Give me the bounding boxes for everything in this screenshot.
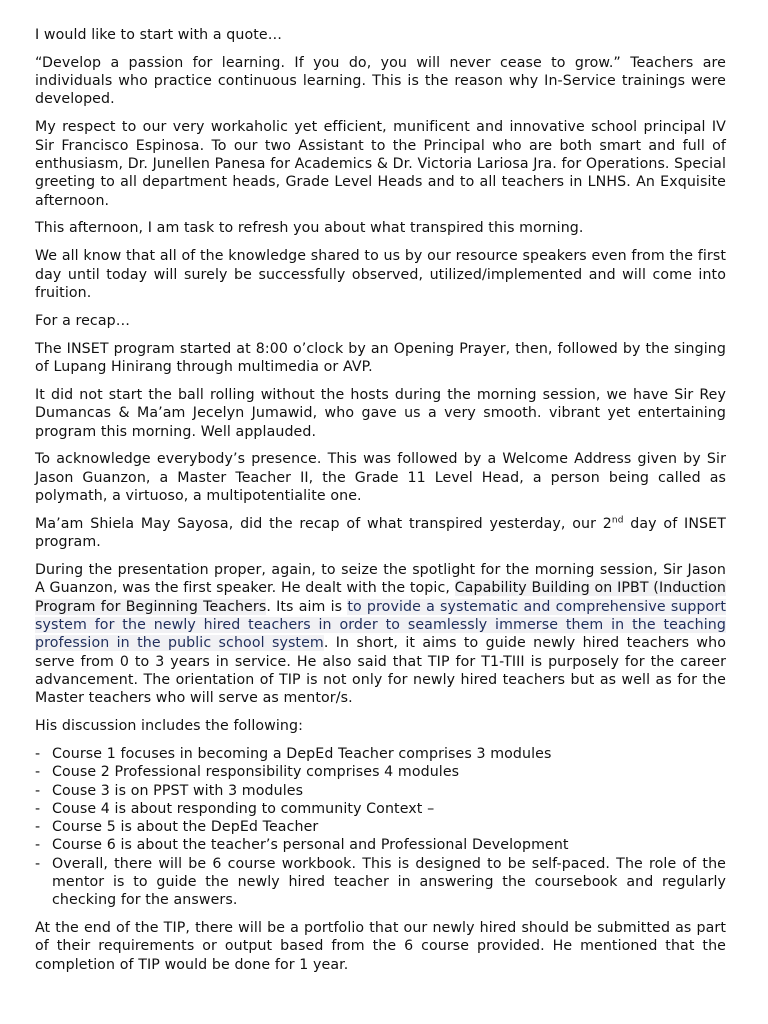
list-item	[35, 745, 726, 763]
paragraph-recap-yesterday	[35, 515, 726, 552]
ordinal-suffix: nd	[611, 515, 624, 526]
paragraph-program-start: The INSET program started at 8:00 o’clock by an Opening Prayer, then, followed by the singing of Lupang Hinirang through multimedia or AVP.	[35, 340, 726, 376]
paragraph-welcome: To acknowledge everybody’s presence. This was followed by a Welcome Address given by Sir Jason Guanzon, a Master Teacher II, the Grade 11 Level Head, a person being called as polymath, a virtuoso, a multipotentialite one.	[35, 451, 726, 504]
highlighted-topic: Capability Building on IPBT (Induction Program for Beginning Teachers	[35, 580, 726, 615]
list-item	[35, 818, 726, 836]
paragraph-opening: I would like to start with a quote…	[35, 27, 283, 43]
list-item-text: Couse 3 is on PPST with 3 modules	[52, 782, 304, 799]
list-dash-marker: -	[35, 745, 41, 762]
list-item-text: Couse 2 Professional responsibility comprises 4 modules	[52, 764, 460, 781]
list-item	[35, 782, 726, 800]
list-dash-marker: -	[35, 764, 41, 781]
recap-text-before: Ma’am Shiela May Sayosa, did the recap of what transpired yesterday, our 2	[35, 515, 612, 532]
paragraph-presentation	[35, 561, 726, 707]
paragraph-respect: My respect to our very workaholic yet efficient, munificent and innovative school principal IV Sir Francisco Espinosa. To our two Assistant to the Principal who are both smart and full of enthusiasm, Dr. Junellen Panesa for Academics & Dr. Victoria Lariosa Jra. for Operations. Special greeting to all department heads, Grade Level Heads and to all teachers in LNHS. An Exquisite afternoon.	[35, 119, 726, 209]
list-dash-marker: -	[35, 782, 41, 799]
list-item-text: Course 1 focuses in becoming a DepEd Teacher comprises 3 modules	[52, 745, 552, 762]
list-dash-marker: -	[35, 800, 41, 817]
paragraph-conclusion: At the end of the TIP, there will be a portfolio that our newly hired should be submitted as part of their requirements or output based from the 6 course provided. He mentioned that the completion of TIP would be done for 1 year.	[35, 920, 726, 973]
paragraph-hosts: It did not start the ball rolling without the hosts during the morning session, we have Sir Rey Dumancas & Ma’am Jecelyn Jumawid, who gave us a very smooth. vibrant yet entertaining program this morning. Well applauded.	[35, 386, 726, 440]
list-item	[35, 763, 726, 781]
paragraph-afternoon: This afternoon, I am task to refresh you about what transpired this morning.	[35, 220, 584, 237]
course-list	[35, 745, 726, 910]
list-item-text: Overall, there will be 6 course workbook. This is designed to be self-paced. The role of the mentor is to guide the newly hired teacher in answering the coursebook and regularly checking for the answers.	[52, 855, 726, 909]
paragraph-recap: For a recap…	[35, 312, 131, 329]
presentation-rest: . In short, it aims to guide newly hired teachers who serve from 0 to 3 years in service. He also said that TIP for T1-TIII is purposely for the career advancement. The orientation of TIP is not only for newly hired teachers but as well as for the Master teachers who will serve as mentor/s.	[35, 635, 726, 707]
list-item-text: Course 6 is about the teacher’s personal and Professional Development	[52, 837, 569, 854]
highlighted-aim: to provide a systematic and comprehensive support system for the newly hired teachers in order to seamlessly immerse them in the teaching profession in the public school system	[35, 598, 727, 652]
list-item	[35, 855, 726, 910]
paragraph-knowledge: We all know that all of the knowledge shared to us by our resource speakers even from the first day until today will surely be successfully observed, utilized/implemented and will come into fruition.	[35, 248, 726, 301]
document-page	[35, 26, 726, 984]
list-dash-marker: -	[35, 855, 41, 872]
presentation-intro: During the presentation proper, again, to seize the spotlight for the morning session, Sir Jason A Guanzon, was the first speaker. He dealt with the topic,	[35, 562, 726, 597]
list-item-text: Course 5 is about the DepEd Teacher	[52, 819, 319, 836]
list-item	[35, 800, 726, 818]
paragraph-quote: “Develop a passion for learning. If you do, you will never cease to grow.” Teachers are individuals who practice continuous learning. This is the reason why In-Service trainings were developed.	[35, 54, 726, 108]
recap-text-after: day of INSET program.	[35, 515, 726, 551]
paragraph-discussion-intro: His discussion includes the following:	[35, 718, 304, 735]
list-dash-marker: -	[35, 837, 41, 854]
presentation-aim-lead: . Its aim is	[266, 598, 348, 615]
list-dash-marker: -	[35, 819, 41, 836]
list-item-text: Couse 4 is about responding to community Context –	[52, 800, 435, 817]
list-item	[35, 836, 726, 854]
